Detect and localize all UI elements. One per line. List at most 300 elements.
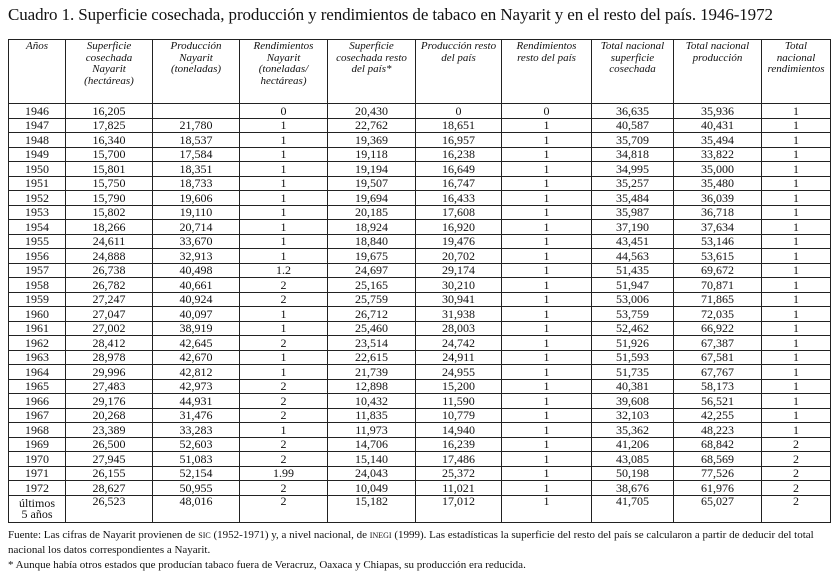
value-cell: 51,593 bbox=[592, 350, 674, 365]
value-cell: 2 bbox=[240, 379, 328, 394]
value-cell: 1 bbox=[240, 249, 328, 264]
value-cell: 67,581 bbox=[674, 350, 762, 365]
table-row bbox=[9, 379, 831, 394]
value-cell: 40,661 bbox=[153, 278, 240, 293]
value-cell: 40,097 bbox=[153, 307, 240, 322]
value-cell: 24,911 bbox=[416, 350, 502, 365]
value-cell: 19,110 bbox=[153, 205, 240, 220]
value-cell: 68,569 bbox=[674, 452, 762, 467]
value-cell bbox=[153, 104, 240, 119]
summary-label-line2: 5 años bbox=[21, 506, 53, 521]
value-cell: 43,085 bbox=[592, 452, 674, 467]
table-title: Cuadro 1. Superficie cosechada, producción y rendimientos de tabaco en Nayarit y en el resto del país. 1946-1972 bbox=[8, 5, 773, 24]
value-cell: 1 bbox=[240, 307, 328, 322]
value-cell: 38,676 bbox=[592, 481, 674, 496]
value-cell: 35,936 bbox=[674, 104, 762, 119]
value-cell: 51,435 bbox=[592, 263, 674, 278]
value-cell: 1 bbox=[502, 292, 592, 307]
value-cell: 35,000 bbox=[674, 162, 762, 177]
value-cell: 31,938 bbox=[416, 307, 502, 322]
value-cell: 2 bbox=[240, 278, 328, 293]
year-cell: 1971 bbox=[9, 466, 66, 481]
value-cell: 1 bbox=[240, 321, 328, 336]
value-cell: 1 bbox=[762, 292, 831, 307]
value-cell: 25,759 bbox=[328, 292, 416, 307]
year-cell: 1951 bbox=[9, 176, 66, 191]
value-cell: 16,920 bbox=[416, 220, 502, 235]
value-cell: 18,651 bbox=[416, 118, 502, 133]
value-cell: 1 bbox=[240, 350, 328, 365]
value-cell: 39,608 bbox=[592, 394, 674, 409]
value-cell: 51,083 bbox=[153, 452, 240, 467]
value-cell: 28,412 bbox=[66, 336, 153, 351]
value-cell: 20,185 bbox=[328, 205, 416, 220]
value-cell: 42,645 bbox=[153, 336, 240, 351]
value-cell: 22,615 bbox=[328, 350, 416, 365]
value-cell: 17,584 bbox=[153, 147, 240, 162]
value-cell: 24,043 bbox=[328, 466, 416, 481]
value-cell: 19,369 bbox=[328, 133, 416, 148]
value-cell: 15,200 bbox=[416, 379, 502, 394]
value-cell: 1 bbox=[240, 162, 328, 177]
value-cell: 41,206 bbox=[592, 437, 674, 452]
year-cell: 1953 bbox=[9, 205, 66, 220]
table-row bbox=[9, 394, 831, 409]
value-cell: 1 bbox=[502, 336, 592, 351]
value-cell: 1 bbox=[502, 263, 592, 278]
value-cell: 14,940 bbox=[416, 423, 502, 438]
value-cell: 25,460 bbox=[328, 321, 416, 336]
value-cell: 1 bbox=[762, 263, 831, 278]
value-cell: 19,507 bbox=[328, 176, 416, 191]
value-cell: 15,140 bbox=[328, 452, 416, 467]
tobacco-table bbox=[8, 39, 831, 523]
value-cell: 1 bbox=[502, 408, 592, 423]
value-cell: 1 bbox=[240, 365, 328, 380]
value-cell: 1 bbox=[502, 423, 592, 438]
year-cell: 1957 bbox=[9, 263, 66, 278]
table-row bbox=[9, 365, 831, 380]
value-cell: 2 bbox=[240, 394, 328, 409]
table-row bbox=[9, 118, 831, 133]
value-cell: 1 bbox=[502, 394, 592, 409]
year-cell: 1960 bbox=[9, 307, 66, 322]
year-cell: 1948 bbox=[9, 133, 66, 148]
value-cell: 34,995 bbox=[592, 162, 674, 177]
table-row bbox=[9, 220, 831, 235]
summary-value-cell: 2 bbox=[762, 495, 831, 522]
value-cell: 51,735 bbox=[592, 365, 674, 380]
value-cell: 40,431 bbox=[674, 118, 762, 133]
year-cell: 1959 bbox=[9, 292, 66, 307]
summary-value-cell: 2 bbox=[240, 495, 328, 522]
value-cell: 36,718 bbox=[674, 205, 762, 220]
value-cell: 36,039 bbox=[674, 191, 762, 206]
value-cell: 21,780 bbox=[153, 118, 240, 133]
value-cell: 52,462 bbox=[592, 321, 674, 336]
value-cell: 50,198 bbox=[592, 466, 674, 481]
value-cell: 1 bbox=[762, 350, 831, 365]
value-cell: 16,238 bbox=[416, 147, 502, 162]
value-cell: 1 bbox=[762, 191, 831, 206]
column-header: Superficie cosechada resto del país* bbox=[328, 40, 416, 104]
value-cell: 32,913 bbox=[153, 249, 240, 264]
value-cell: 2 bbox=[240, 292, 328, 307]
value-cell: 17,825 bbox=[66, 118, 153, 133]
summary-label-line1: últimos bbox=[18, 495, 55, 510]
value-cell: 18,733 bbox=[153, 176, 240, 191]
value-cell: 29,176 bbox=[66, 394, 153, 409]
value-cell: 1.2 bbox=[240, 263, 328, 278]
value-cell: 2 bbox=[240, 452, 328, 467]
value-cell: 1 bbox=[240, 118, 328, 133]
column-header: Total nacional rendimientos bbox=[762, 40, 831, 104]
value-cell: 23,514 bbox=[328, 336, 416, 351]
year-cell: 1947 bbox=[9, 118, 66, 133]
value-cell: 40,924 bbox=[153, 292, 240, 307]
table-row bbox=[9, 350, 831, 365]
value-cell: 52,154 bbox=[153, 466, 240, 481]
value-cell: 1 bbox=[762, 234, 831, 249]
value-cell: 34,818 bbox=[592, 147, 674, 162]
value-cell: 16,649 bbox=[416, 162, 502, 177]
value-cell: 1 bbox=[762, 220, 831, 235]
table-row bbox=[9, 452, 831, 467]
sic-abbrev: sic bbox=[198, 529, 211, 541]
value-cell: 27,002 bbox=[66, 321, 153, 336]
value-cell: 67,767 bbox=[674, 365, 762, 380]
value-cell: 22,762 bbox=[328, 118, 416, 133]
table-row bbox=[9, 423, 831, 438]
table-row bbox=[9, 321, 831, 336]
table-row bbox=[9, 408, 831, 423]
value-cell: 10,049 bbox=[328, 481, 416, 496]
value-cell: 1 bbox=[762, 379, 831, 394]
value-cell: 1 bbox=[240, 191, 328, 206]
value-cell: 2 bbox=[762, 466, 831, 481]
column-header: Producción resto del país bbox=[416, 40, 502, 104]
value-cell: 27,047 bbox=[66, 307, 153, 322]
value-cell: 11,021 bbox=[416, 481, 502, 496]
summary-row bbox=[9, 495, 831, 522]
value-cell: 15,750 bbox=[66, 176, 153, 191]
value-cell: 1 bbox=[762, 147, 831, 162]
value-cell: 17,608 bbox=[416, 205, 502, 220]
value-cell: 1.99 bbox=[240, 466, 328, 481]
value-cell: 42,255 bbox=[674, 408, 762, 423]
value-cell: 20,430 bbox=[328, 104, 416, 119]
value-cell: 1 bbox=[762, 365, 831, 380]
value-cell: 16,340 bbox=[66, 133, 153, 148]
value-cell: 30,941 bbox=[416, 292, 502, 307]
value-cell: 19,606 bbox=[153, 191, 240, 206]
value-cell: 42,670 bbox=[153, 350, 240, 365]
value-cell: 27,483 bbox=[66, 379, 153, 394]
value-cell: 18,537 bbox=[153, 133, 240, 148]
column-header: Total nacional producción bbox=[674, 40, 762, 104]
value-cell: 19,694 bbox=[328, 191, 416, 206]
table-row bbox=[9, 176, 831, 191]
value-cell: 18,924 bbox=[328, 220, 416, 235]
year-cell: 1956 bbox=[9, 249, 66, 264]
value-cell: 0 bbox=[502, 104, 592, 119]
value-cell: 27,247 bbox=[66, 292, 153, 307]
value-cell: 69,672 bbox=[674, 263, 762, 278]
year-cell: 1949 bbox=[9, 147, 66, 162]
summary-label-cell bbox=[9, 495, 66, 522]
source-middle: (1952-1971) y, a nivel nacional, de bbox=[210, 529, 370, 541]
table-row bbox=[9, 133, 831, 148]
table-row bbox=[9, 307, 831, 322]
value-cell: 35,494 bbox=[674, 133, 762, 148]
value-cell: 1 bbox=[762, 423, 831, 438]
year-cell: 1958 bbox=[9, 278, 66, 293]
summary-value-cell: 65,027 bbox=[674, 495, 762, 522]
value-cell: 1 bbox=[502, 481, 592, 496]
column-header: Rendimientos resto del país bbox=[502, 40, 592, 104]
value-cell: 53,615 bbox=[674, 249, 762, 264]
asterisk-note: * Aunque había otros estados que producían tabaco fuera de Veracruz, Oaxaca y Chiapas, su producción era reducida. bbox=[8, 559, 526, 571]
value-cell: 19,675 bbox=[328, 249, 416, 264]
year-cell: 1950 bbox=[9, 162, 66, 177]
summary-value-cell: 48,016 bbox=[153, 495, 240, 522]
value-cell: 50,955 bbox=[153, 481, 240, 496]
column-header: Producción Nayarit (toneladas) bbox=[153, 40, 240, 104]
value-cell: 0 bbox=[240, 104, 328, 119]
value-cell: 20,702 bbox=[416, 249, 502, 264]
value-cell: 2 bbox=[240, 481, 328, 496]
value-cell: 30,210 bbox=[416, 278, 502, 293]
value-cell: 25,165 bbox=[328, 278, 416, 293]
value-cell: 1 bbox=[502, 307, 592, 322]
value-cell: 66,922 bbox=[674, 321, 762, 336]
value-cell: 52,603 bbox=[153, 437, 240, 452]
value-cell: 53,146 bbox=[674, 234, 762, 249]
table-row bbox=[9, 278, 831, 293]
value-cell: 1 bbox=[502, 452, 592, 467]
value-cell: 18,840 bbox=[328, 234, 416, 249]
source-suffix: (1999). Las estadísticas la superficie del resto del país se calcularon a partir de deducir del total nacional los datos correspondientes a Nayarit. bbox=[8, 529, 814, 556]
value-cell: 1 bbox=[502, 118, 592, 133]
value-cell: 1 bbox=[502, 220, 592, 235]
value-cell: 16,205 bbox=[66, 104, 153, 119]
value-cell: 15,790 bbox=[66, 191, 153, 206]
year-cell: 1955 bbox=[9, 234, 66, 249]
value-cell: 37,634 bbox=[674, 220, 762, 235]
value-cell: 32,103 bbox=[592, 408, 674, 423]
source-note bbox=[8, 528, 830, 558]
table-row bbox=[9, 104, 831, 119]
value-cell: 21,739 bbox=[328, 365, 416, 380]
summary-value-cell: 15,182 bbox=[328, 495, 416, 522]
value-cell: 2 bbox=[240, 408, 328, 423]
value-cell: 1 bbox=[762, 118, 831, 133]
value-cell: 1 bbox=[762, 104, 831, 119]
value-cell: 1 bbox=[502, 176, 592, 191]
year-cell: 1972 bbox=[9, 481, 66, 496]
value-cell: 40,587 bbox=[592, 118, 674, 133]
value-cell: 1 bbox=[240, 176, 328, 191]
value-cell: 24,611 bbox=[66, 234, 153, 249]
value-cell: 1 bbox=[502, 205, 592, 220]
year-cell: 1967 bbox=[9, 408, 66, 423]
value-cell: 1 bbox=[502, 147, 592, 162]
value-cell: 16,957 bbox=[416, 133, 502, 148]
table-row bbox=[9, 249, 831, 264]
value-cell: 53,759 bbox=[592, 307, 674, 322]
table-body bbox=[9, 104, 831, 523]
value-cell: 35,362 bbox=[592, 423, 674, 438]
value-cell: 24,697 bbox=[328, 263, 416, 278]
value-cell: 29,174 bbox=[416, 263, 502, 278]
value-cell: 28,627 bbox=[66, 481, 153, 496]
value-cell: 16,433 bbox=[416, 191, 502, 206]
value-cell: 33,822 bbox=[674, 147, 762, 162]
year-cell: 1962 bbox=[9, 336, 66, 351]
value-cell: 1 bbox=[240, 133, 328, 148]
value-cell: 11,835 bbox=[328, 408, 416, 423]
column-header: Años bbox=[9, 40, 66, 104]
value-cell: 1 bbox=[502, 234, 592, 249]
value-cell: 51,926 bbox=[592, 336, 674, 351]
table-row bbox=[9, 292, 831, 307]
year-cell: 1954 bbox=[9, 220, 66, 235]
value-cell: 24,742 bbox=[416, 336, 502, 351]
value-cell: 56,521 bbox=[674, 394, 762, 409]
value-cell: 35,484 bbox=[592, 191, 674, 206]
value-cell: 0 bbox=[416, 104, 502, 119]
value-cell: 16,239 bbox=[416, 437, 502, 452]
year-cell: 1952 bbox=[9, 191, 66, 206]
value-cell: 1 bbox=[762, 278, 831, 293]
value-cell: 67,387 bbox=[674, 336, 762, 351]
value-cell: 14,706 bbox=[328, 437, 416, 452]
value-cell: 42,973 bbox=[153, 379, 240, 394]
value-cell: 25,372 bbox=[416, 466, 502, 481]
value-cell: 35,257 bbox=[592, 176, 674, 191]
value-cell: 19,476 bbox=[416, 234, 502, 249]
value-cell: 1 bbox=[240, 147, 328, 162]
inegi-abbrev: inegi bbox=[369, 529, 392, 541]
year-cell: 1969 bbox=[9, 437, 66, 452]
year-cell: 1964 bbox=[9, 365, 66, 380]
value-cell: 26,155 bbox=[66, 466, 153, 481]
value-cell: 44,931 bbox=[153, 394, 240, 409]
value-cell: 1 bbox=[762, 249, 831, 264]
value-cell: 1 bbox=[762, 162, 831, 177]
column-header: Superficie cosechada Nayarit (hectáreas) bbox=[66, 40, 153, 104]
value-cell: 35,480 bbox=[674, 176, 762, 191]
value-cell: 37,190 bbox=[592, 220, 674, 235]
value-cell: 1 bbox=[762, 133, 831, 148]
value-cell: 26,500 bbox=[66, 437, 153, 452]
value-cell: 51,947 bbox=[592, 278, 674, 293]
value-cell: 70,871 bbox=[674, 278, 762, 293]
summary-value-cell: 26,523 bbox=[66, 495, 153, 522]
value-cell: 33,670 bbox=[153, 234, 240, 249]
summary-value-cell: 17,012 bbox=[416, 495, 502, 522]
value-cell: 10,779 bbox=[416, 408, 502, 423]
column-header: Rendimientos Nayarit (toneladas/ hectáreas) bbox=[240, 40, 328, 104]
value-cell: 26,782 bbox=[66, 278, 153, 293]
table-row bbox=[9, 147, 831, 162]
value-cell: 1 bbox=[762, 394, 831, 409]
value-cell: 1 bbox=[502, 278, 592, 293]
value-cell: 1 bbox=[502, 249, 592, 264]
value-cell: 1 bbox=[762, 176, 831, 191]
value-cell: 18,266 bbox=[66, 220, 153, 235]
value-cell: 19,194 bbox=[328, 162, 416, 177]
source-prefix: Fuente: Las cifras de Nayarit provienen de bbox=[8, 529, 199, 541]
value-cell: 28,978 bbox=[66, 350, 153, 365]
value-cell: 10,432 bbox=[328, 394, 416, 409]
value-cell: 1 bbox=[762, 321, 831, 336]
value-cell: 1 bbox=[762, 307, 831, 322]
value-cell: 1 bbox=[240, 234, 328, 249]
value-cell: 1 bbox=[502, 466, 592, 481]
year-cell: 1946 bbox=[9, 104, 66, 119]
value-cell: 15,801 bbox=[66, 162, 153, 177]
value-cell: 27,945 bbox=[66, 452, 153, 467]
value-cell: 1 bbox=[502, 162, 592, 177]
value-cell: 17,486 bbox=[416, 452, 502, 467]
year-cell: 1965 bbox=[9, 379, 66, 394]
value-cell: 20,714 bbox=[153, 220, 240, 235]
value-cell: 24,888 bbox=[66, 249, 153, 264]
value-cell: 1 bbox=[502, 133, 592, 148]
value-cell: 1 bbox=[240, 205, 328, 220]
table-row bbox=[9, 437, 831, 452]
table-row bbox=[9, 466, 831, 481]
value-cell: 24,955 bbox=[416, 365, 502, 380]
value-cell: 72,035 bbox=[674, 307, 762, 322]
value-cell: 2 bbox=[240, 336, 328, 351]
value-cell: 40,381 bbox=[592, 379, 674, 394]
header-row bbox=[9, 40, 831, 104]
value-cell: 38,919 bbox=[153, 321, 240, 336]
value-cell: 61,976 bbox=[674, 481, 762, 496]
value-cell: 2 bbox=[762, 437, 831, 452]
value-cell: 43,451 bbox=[592, 234, 674, 249]
value-cell: 20,268 bbox=[66, 408, 153, 423]
value-cell: 1 bbox=[502, 321, 592, 336]
year-cell: 1966 bbox=[9, 394, 66, 409]
value-cell: 23,389 bbox=[66, 423, 153, 438]
table-row bbox=[9, 481, 831, 496]
table-row bbox=[9, 234, 831, 249]
value-cell: 2 bbox=[762, 452, 831, 467]
value-cell: 1 bbox=[502, 365, 592, 380]
value-cell: 2 bbox=[240, 437, 328, 452]
value-cell: 1 bbox=[502, 379, 592, 394]
summary-value-cell: 1 bbox=[502, 495, 592, 522]
value-cell: 29,996 bbox=[66, 365, 153, 380]
value-cell: 35,987 bbox=[592, 205, 674, 220]
value-cell: 1 bbox=[240, 423, 328, 438]
value-cell: 35,709 bbox=[592, 133, 674, 148]
footnotes bbox=[8, 528, 830, 573]
value-cell: 26,738 bbox=[66, 263, 153, 278]
value-cell: 44,563 bbox=[592, 249, 674, 264]
value-cell: 11,590 bbox=[416, 394, 502, 409]
value-cell: 1 bbox=[762, 336, 831, 351]
value-cell: 19,118 bbox=[328, 147, 416, 162]
value-cell: 1 bbox=[762, 205, 831, 220]
value-cell: 33,283 bbox=[153, 423, 240, 438]
column-header: Total nacional superficie cosechada bbox=[592, 40, 674, 104]
value-cell: 2 bbox=[762, 481, 831, 496]
value-cell: 48,223 bbox=[674, 423, 762, 438]
